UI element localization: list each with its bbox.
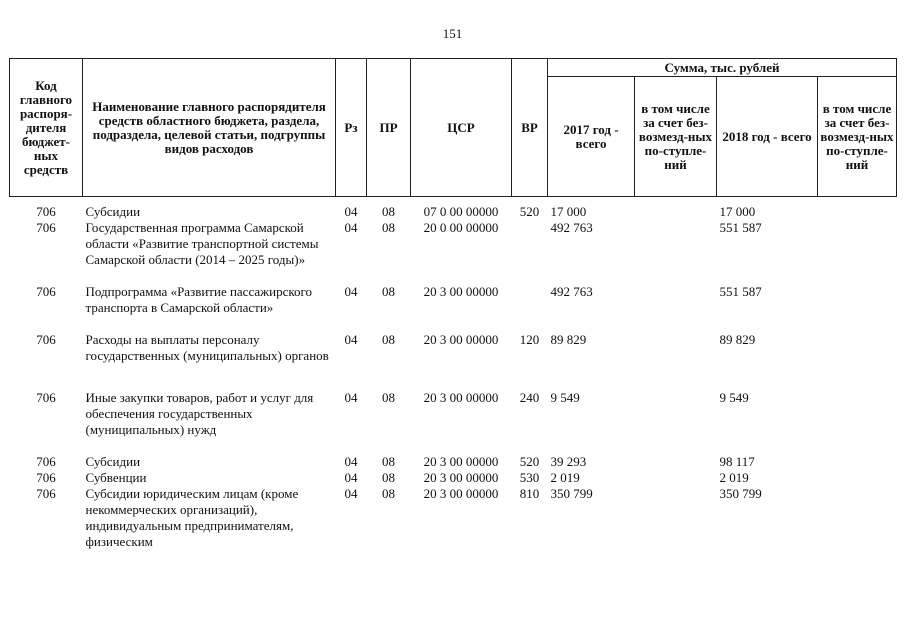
cell-csr: 20 3 00 00000 bbox=[423, 390, 499, 405]
cell-sum-2017: 350 799 bbox=[550, 486, 593, 501]
table-row bbox=[10, 486, 897, 550]
cell-csr: 20 3 00 00000 bbox=[423, 332, 499, 347]
header-total-2017: 2017 год - всего bbox=[548, 77, 635, 197]
cell-rz: 04 bbox=[344, 486, 358, 501]
cell-sum-2018: 551 587 bbox=[719, 220, 762, 235]
cell-sum-2018: 551 587 bbox=[719, 284, 762, 299]
page-number: 151 bbox=[442, 26, 463, 41]
cell-sum-2017: 2 019 bbox=[550, 470, 580, 485]
cell-vr: 530 bbox=[519, 470, 540, 485]
cell-name: Государственная программа Самарской области «Развитие транспортной системы Самарской области (2014 – 2025 годы)» bbox=[85, 220, 319, 267]
cell-code: 706 bbox=[36, 470, 56, 485]
cell-name: Расходы на выплаты персоналу государственных (муниципальных) органов bbox=[85, 332, 329, 363]
cell-free-2018 bbox=[818, 284, 897, 332]
cell-csr: 20 0 00 00000 bbox=[423, 220, 499, 235]
cell-free-2017 bbox=[635, 470, 717, 486]
cell-name: Иные закупки товаров, работ и услуг для обеспечения государственных (муниципальных) нужд bbox=[85, 390, 314, 437]
cell-rz: 04 bbox=[344, 220, 358, 235]
table-row bbox=[10, 470, 897, 486]
cell-pr: 08 bbox=[382, 454, 395, 469]
cell-free-2018 bbox=[818, 204, 897, 220]
cell-sum-2018: 17 000 bbox=[719, 204, 756, 219]
cell-vr: 810 bbox=[519, 486, 540, 501]
cell-rz: 04 bbox=[344, 454, 358, 469]
table-row bbox=[10, 390, 897, 454]
table-row bbox=[10, 220, 897, 284]
cell-code: 706 bbox=[36, 332, 56, 347]
cell-sum-2018: 350 799 bbox=[719, 486, 762, 501]
cell-free-2017 bbox=[635, 204, 717, 220]
cell-csr: 20 3 00 00000 bbox=[423, 454, 499, 469]
cell-csr: 20 3 00 00000 bbox=[423, 486, 499, 501]
cell-pr: 08 bbox=[382, 204, 395, 219]
header-pr: ПР bbox=[367, 59, 411, 197]
cell-sum-2017: 39 293 bbox=[550, 454, 587, 469]
cell-sum-2018: 98 117 bbox=[719, 454, 755, 469]
table-row bbox=[10, 332, 897, 390]
cell-code: 706 bbox=[36, 220, 56, 235]
cell-rz: 04 bbox=[344, 470, 358, 485]
table-header bbox=[10, 59, 897, 197]
cell-pr: 08 bbox=[382, 332, 395, 347]
cell-free-2017 bbox=[635, 454, 717, 470]
cell-rz: 04 bbox=[344, 204, 358, 219]
cell-sum-2017: 89 829 bbox=[550, 332, 587, 347]
cell-free-2017 bbox=[635, 332, 717, 390]
cell-free-2018 bbox=[818, 486, 897, 550]
cell-csr: 20 3 00 00000 bbox=[423, 470, 499, 485]
cell-sum-2017: 9 549 bbox=[550, 390, 580, 405]
cell-code: 706 bbox=[36, 486, 56, 501]
header-vr: ВР bbox=[512, 59, 548, 197]
cell-pr: 08 bbox=[382, 220, 395, 235]
cell-vr: 520 bbox=[519, 454, 540, 469]
cell-free-2017 bbox=[635, 390, 717, 454]
cell-sum-2018: 89 829 bbox=[719, 332, 756, 347]
cell-sum-2018: 2 019 bbox=[719, 470, 749, 485]
header-free-2017: в том числе за счет без-возмезд-ных по-ступле-ний bbox=[635, 77, 717, 197]
cell-pr: 08 bbox=[382, 486, 395, 501]
cell-code: 706 bbox=[36, 390, 56, 405]
cell-vr: 520 bbox=[519, 204, 540, 219]
cell-name: Субсидии bbox=[85, 204, 141, 219]
cell-free-2017 bbox=[635, 220, 717, 284]
cell-sum-2017: 492 763 bbox=[550, 284, 593, 299]
cell-pr: 08 bbox=[382, 390, 395, 405]
cell-sum-2017: 17 000 bbox=[550, 204, 587, 219]
cell-code: 706 bbox=[36, 204, 56, 219]
cell-rz: 04 bbox=[344, 390, 358, 405]
table-row bbox=[10, 204, 897, 220]
cell-pr: 08 bbox=[382, 284, 395, 299]
cell-free-2018 bbox=[818, 220, 897, 284]
cell-pr: 08 bbox=[382, 470, 395, 485]
cell-sum-2017: 492 763 bbox=[550, 220, 593, 235]
cell-rz: 04 bbox=[344, 284, 358, 299]
cell-csr: 20 3 00 00000 bbox=[423, 284, 499, 299]
cell-free-2017 bbox=[635, 486, 717, 550]
cell-free-2017 bbox=[635, 284, 717, 332]
cell-name: Подпрограмма «Развитие пассажирского транспорта в Самарской области» bbox=[85, 284, 313, 315]
cell-free-2018 bbox=[818, 454, 897, 470]
table-body bbox=[10, 197, 897, 551]
cell-rz: 04 bbox=[344, 332, 358, 347]
cell-free-2018 bbox=[818, 470, 897, 486]
cell-vr bbox=[512, 220, 548, 284]
cell-code: 706 bbox=[36, 454, 56, 469]
header-free-2018: в том числе за счет без-возмезд-ных по-ступле-ний bbox=[818, 77, 897, 197]
cell-name: Субсидии bbox=[85, 454, 141, 469]
table-row bbox=[10, 284, 897, 332]
cell-sum-2018: 9 549 bbox=[719, 390, 749, 405]
table-row bbox=[10, 454, 897, 470]
cell-vr bbox=[512, 284, 548, 332]
header-name: Наименование главного распорядителя средств областного бюджета, раздела, подраздела, целевой статьи, подгруппы видов расходов bbox=[83, 59, 336, 197]
cell-code: 706 bbox=[36, 284, 56, 299]
cell-free-2018 bbox=[818, 390, 897, 454]
header-total-2018: 2018 год - всего bbox=[717, 77, 818, 197]
header-sum-group: Сумма, тыс. рублей bbox=[548, 59, 897, 77]
header-code: Код главного распоря-дителя бюджет-ных средств bbox=[10, 59, 83, 197]
cell-csr: 07 0 00 00000 bbox=[423, 204, 499, 219]
cell-vr: 120 bbox=[519, 332, 540, 347]
header-csr: ЦСР bbox=[411, 59, 512, 197]
cell-name: Субвенции bbox=[85, 470, 147, 485]
cell-free-2018 bbox=[818, 332, 897, 390]
cell-name: Субсидии юридическим лицам (кроме некоммерческих организаций), индивидуальным предпринимателям, физическим bbox=[85, 486, 299, 549]
header-rz: Рз bbox=[336, 59, 367, 197]
cell-vr: 240 bbox=[519, 390, 540, 405]
budget-table bbox=[9, 58, 897, 550]
